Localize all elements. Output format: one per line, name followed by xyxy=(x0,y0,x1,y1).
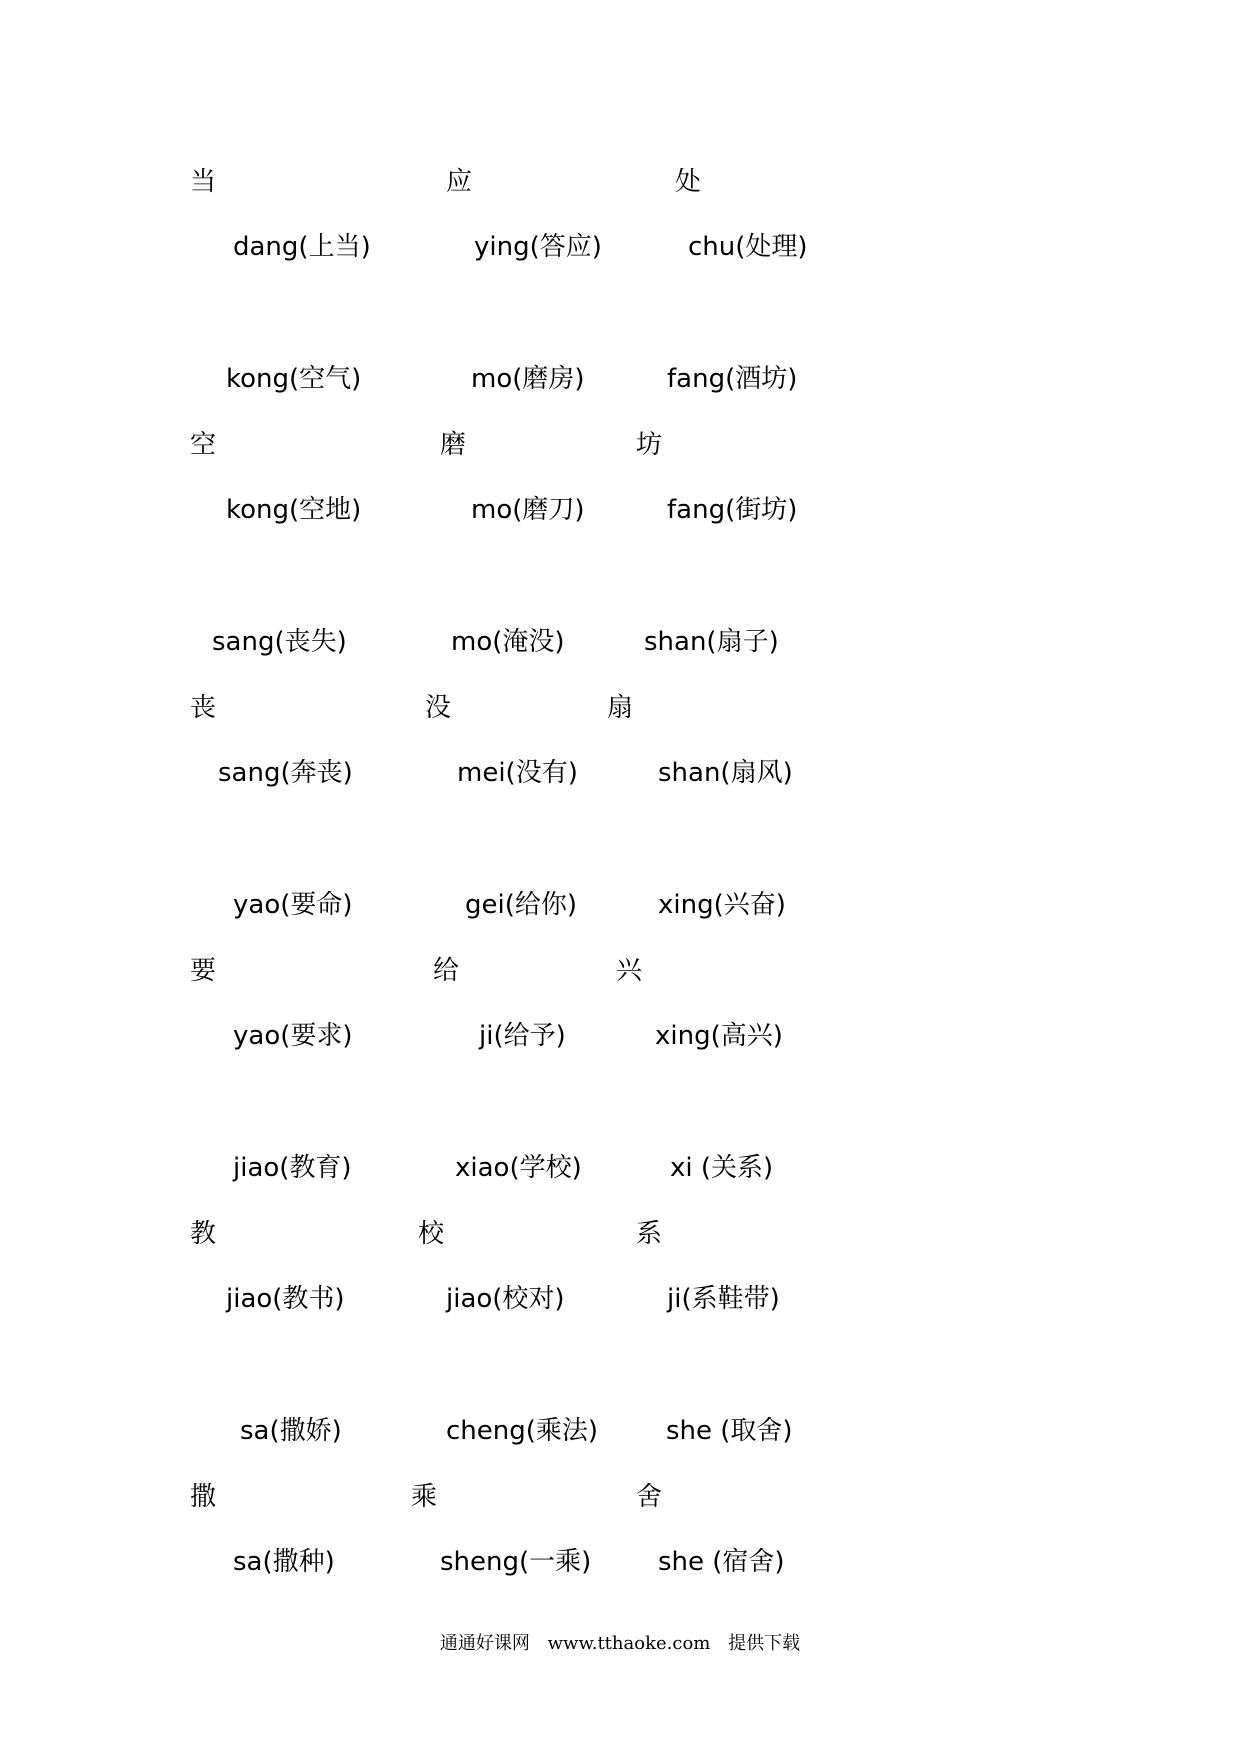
reading-5-1-bottom: jiao(教书) xyxy=(226,1284,345,1314)
char-5-2: 校 xyxy=(418,1219,445,1249)
reading-3-2-top: mo(淹没) xyxy=(451,627,565,657)
reading-6-2-bottom: sheng(一乘) xyxy=(440,1547,592,1577)
reading-6-3-top: she (取舍) xyxy=(666,1416,793,1446)
reading-5-3-bottom: ji(系鞋带) xyxy=(667,1284,780,1314)
char-4-2: 给 xyxy=(433,956,460,986)
reading-3-3-bottom: shan(扇风) xyxy=(658,758,793,788)
reading-3-1-top: sang(丧失) xyxy=(212,627,347,657)
char-3-2: 没 xyxy=(425,693,452,723)
reading-3-2-bottom: mei(没有) xyxy=(457,758,578,788)
reading-2-1-top: kong(空气) xyxy=(226,364,362,394)
reading-4-1-bottom: yao(要求) xyxy=(233,1021,353,1051)
reading-4-2-bottom: ji(给予) xyxy=(479,1021,566,1051)
reading-5-3-top: xi (关系) xyxy=(670,1153,774,1183)
char-4-3: 兴 xyxy=(616,956,643,986)
reading-4-1-top: yao(要命) xyxy=(233,890,353,920)
char-3-1: 丧 xyxy=(190,693,217,723)
char-5-1: 教 xyxy=(190,1219,217,1249)
char-1-1: 当 xyxy=(190,167,217,197)
reading-4-2-top: gei(给你) xyxy=(465,890,578,920)
reading-5-2-top: xiao(学校) xyxy=(455,1153,582,1183)
char-1-2: 应 xyxy=(446,167,473,197)
char-1-3: 处 xyxy=(675,167,702,197)
reading-1-1-bottom: dang(上当) xyxy=(233,232,371,262)
reading-3-3-top: shan(扇子) xyxy=(644,627,779,657)
reading-2-3-bottom: fang(街坊) xyxy=(667,495,798,525)
char-5-3: 系 xyxy=(636,1219,663,1249)
footer-suffix: 提供下载 xyxy=(728,1633,801,1654)
reading-2-3-top: fang(酒坊) xyxy=(667,364,798,394)
reading-5-2-bottom: jiao(校对) xyxy=(446,1284,565,1314)
char-2-3: 坊 xyxy=(636,430,663,460)
reading-6-2-top: cheng(乘法) xyxy=(446,1416,599,1446)
reading-4-3-top: xing(兴奋) xyxy=(658,890,786,920)
reading-2-2-top: mo(磨房) xyxy=(471,364,585,394)
reading-1-3-bottom: chu(处理) xyxy=(688,232,808,262)
reading-6-1-top: sa(撒娇) xyxy=(240,1416,342,1446)
reading-6-3-bottom: she (宿舍) xyxy=(658,1547,785,1577)
reading-5-1-top: jiao(教育) xyxy=(233,1153,352,1183)
reading-2-1-bottom: kong(空地) xyxy=(226,495,362,525)
reading-2-2-bottom: mo(磨刀) xyxy=(471,495,585,525)
char-2-1: 空 xyxy=(190,430,217,460)
char-2-2: 磨 xyxy=(440,430,467,460)
char-6-3: 舍 xyxy=(636,1482,663,1512)
reading-4-3-bottom: xing(高兴) xyxy=(655,1021,783,1051)
page-footer xyxy=(0,1633,1240,1655)
footer-url: www.tthaoke.com xyxy=(547,1633,711,1654)
reading-3-1-bottom: sang(奔丧) xyxy=(218,758,353,788)
char-3-3: 扇 xyxy=(607,693,634,723)
char-4-1: 要 xyxy=(190,956,217,986)
reading-1-2-bottom: ying(答应) xyxy=(474,232,602,262)
char-6-1: 撒 xyxy=(190,1482,217,1512)
footer-site-name: 通通好课网 xyxy=(439,1633,530,1654)
char-6-2: 乘 xyxy=(411,1482,438,1512)
reading-6-1-bottom: sa(撒种) xyxy=(233,1547,335,1577)
